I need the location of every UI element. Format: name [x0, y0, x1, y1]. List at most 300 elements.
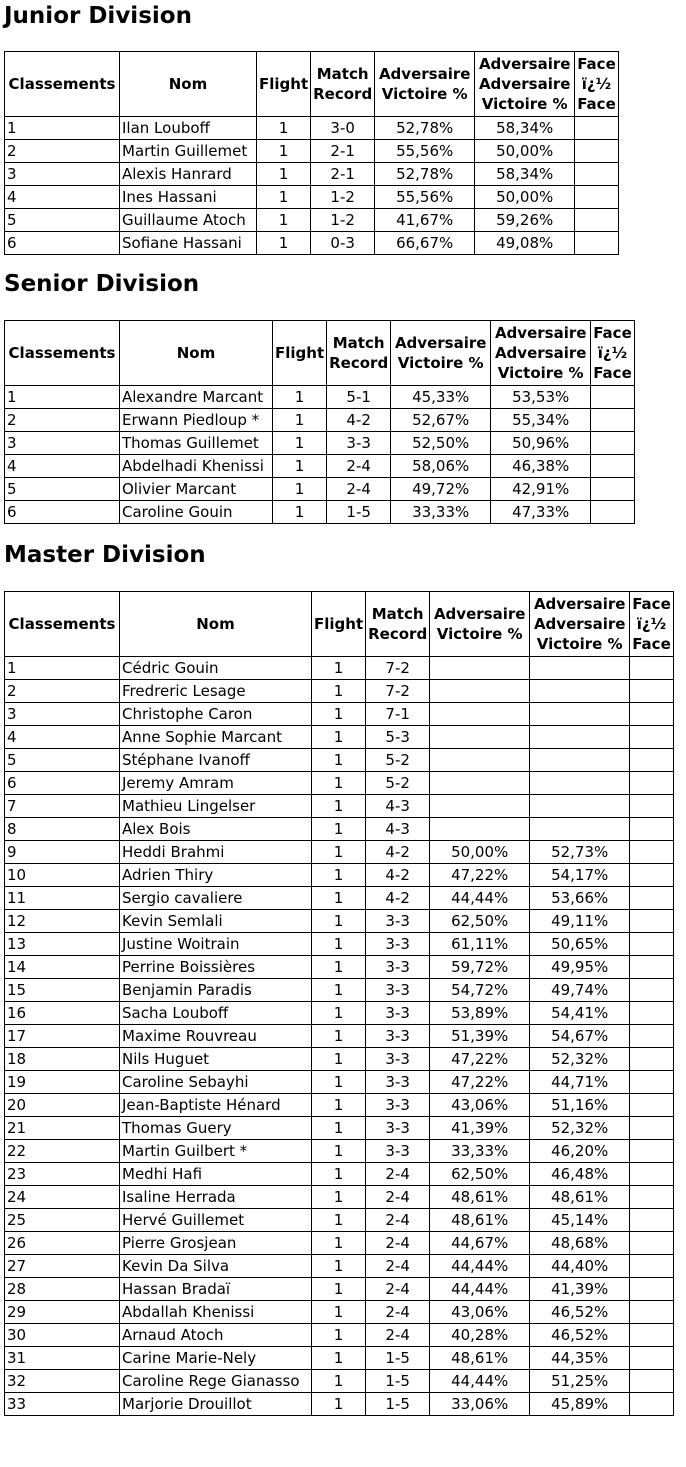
cell-rank: 29: [5, 1301, 120, 1324]
table-row: [5, 209, 619, 232]
cell-ov: [430, 818, 530, 841]
cell-name: Guillaume Atoch: [120, 209, 257, 232]
cell-rank: 13: [5, 933, 120, 956]
table-row: [5, 1324, 674, 1347]
cell-name: Jean-Baptiste Hénard: [120, 1094, 312, 1117]
cell-name: Adrien Thiry: [120, 864, 312, 887]
column-header-line: Adversaire: [394, 334, 487, 352]
cell-flight: 1: [312, 864, 366, 887]
cell-face: [575, 140, 619, 163]
cell-face: [630, 841, 674, 864]
cell-oov: 46,52%: [530, 1324, 630, 1347]
cell-rank: 1: [5, 117, 120, 140]
cell-rec: 2-4: [327, 455, 391, 478]
cell-rank: 25: [5, 1209, 120, 1232]
cell-rec: 4-2: [327, 409, 391, 432]
cell-rank: 2: [5, 680, 120, 703]
cell-rank: 24: [5, 1186, 120, 1209]
cell-oov: [530, 772, 630, 795]
cell-flight: 1: [273, 432, 327, 455]
cell-rank: 21: [5, 1117, 120, 1140]
cell-face: [591, 409, 635, 432]
cell-rank: 6: [5, 772, 120, 795]
cell-flight: 1: [273, 386, 327, 409]
column-header-line: Victoire %: [536, 635, 623, 653]
cell-rec: 3-3: [366, 910, 430, 933]
cell-oov: 54,41%: [530, 1002, 630, 1025]
cell-rank: 1: [5, 386, 120, 409]
cell-rec: 2-1: [311, 140, 375, 163]
table-row: [5, 501, 635, 524]
column-header-line: Adversaire: [533, 595, 626, 613]
cell-name: Perrine Boissières: [120, 956, 312, 979]
cell-ov: 45,33%: [391, 386, 491, 409]
cell-oov: 49,74%: [530, 979, 630, 1002]
cell-flight: 1: [312, 1002, 366, 1025]
table-row: [5, 1301, 674, 1324]
table-row: [5, 818, 674, 841]
cell-oov: 42,91%: [491, 478, 591, 501]
cell-rec: 4-3: [366, 795, 430, 818]
cell-face: [591, 455, 635, 478]
table-row: [5, 1278, 674, 1301]
cell-rank: 26: [5, 1232, 120, 1255]
table-row: [5, 1393, 674, 1416]
cell-rec: 2-4: [366, 1278, 430, 1301]
cell-rec: 1-2: [311, 186, 375, 209]
table-row: [5, 910, 674, 933]
cell-oov: 58,34%: [475, 117, 575, 140]
junior-division-title: Junior Division: [4, 3, 192, 29]
cell-flight: 1: [257, 117, 311, 140]
cell-ov: 49,72%: [391, 478, 491, 501]
master-division-title: Master Division: [4, 542, 206, 568]
cell-face: [575, 117, 619, 140]
cell-rec: 2-4: [366, 1209, 430, 1232]
cell-oov: [530, 749, 630, 772]
cell-rank: 9: [5, 841, 120, 864]
cell-rank: 22: [5, 1140, 120, 1163]
cell-oov: 49,08%: [475, 232, 575, 255]
cell-rank: 31: [5, 1347, 120, 1370]
cell-rec: 2-4: [366, 1301, 430, 1324]
column-header-line: Adversaire: [494, 324, 587, 342]
cell-rec: 5-2: [366, 772, 430, 795]
cell-rank: 4: [5, 726, 120, 749]
cell-ov: 48,61%: [430, 1209, 530, 1232]
column-header-line: Face: [577, 55, 616, 73]
cell-ov: 54,72%: [430, 979, 530, 1002]
junior-standings-table: [4, 51, 619, 255]
cell-name: Justine Woitrain: [120, 933, 312, 956]
cell-rec: 1-5: [366, 1393, 430, 1416]
cell-face: [630, 772, 674, 795]
cell-name: Maxime Rouvreau: [120, 1025, 312, 1048]
table-row: [5, 979, 674, 1002]
column-header-face: [630, 592, 674, 657]
column-header-line: Adversaire: [478, 75, 571, 93]
cell-name: Arnaud Atoch: [120, 1324, 312, 1347]
table-row: [5, 232, 619, 255]
column-header-rank: Classements: [5, 592, 120, 657]
cell-flight: 1: [257, 163, 311, 186]
table-row: [5, 1094, 674, 1117]
cell-rank: 30: [5, 1324, 120, 1347]
cell-rec: 3-3: [366, 1117, 430, 1140]
cell-flight: 1: [257, 186, 311, 209]
cell-flight: 1: [312, 1324, 366, 1347]
table-header-row: [5, 52, 619, 117]
cell-name: Thomas Guery: [120, 1117, 312, 1140]
cell-flight: 1: [312, 1278, 366, 1301]
table-row: [5, 163, 619, 186]
cell-name: Martin Guilbert *: [120, 1140, 312, 1163]
column-header-line: Victoire %: [397, 354, 484, 372]
cell-rec: 0-3: [311, 232, 375, 255]
cell-rank: 2: [5, 140, 120, 163]
cell-name: Medhi Hafi: [120, 1163, 312, 1186]
cell-name: Abdallah Khenissi: [120, 1301, 312, 1324]
column-header-flight: Flight: [312, 592, 366, 657]
cell-flight: 1: [312, 703, 366, 726]
cell-name: Ilan Louboff: [120, 117, 257, 140]
cell-flight: 1: [312, 1255, 366, 1278]
cell-rec: 3-0: [311, 117, 375, 140]
cell-name: Caroline Sebayhi: [120, 1071, 312, 1094]
cell-flight: 1: [312, 933, 366, 956]
column-header-flight: Flight: [273, 321, 327, 386]
cell-rec: 7-2: [366, 657, 430, 680]
cell-flight: 1: [312, 1094, 366, 1117]
cell-flight: 1: [312, 1048, 366, 1071]
cell-ov: 53,89%: [430, 1002, 530, 1025]
cell-face: [591, 478, 635, 501]
cell-name: Marjorie Drouillot: [120, 1393, 312, 1416]
column-header-line: Match: [332, 334, 385, 352]
column-header-rank: Classements: [5, 321, 120, 386]
cell-ov: 55,56%: [375, 186, 475, 209]
cell-ov: 47,22%: [430, 864, 530, 887]
cell-rec: 4-2: [366, 864, 430, 887]
table-row: [5, 432, 635, 455]
cell-rec: 5-3: [366, 726, 430, 749]
cell-rank: 27: [5, 1255, 120, 1278]
cell-rec: 3-3: [366, 979, 430, 1002]
cell-face: [630, 1324, 674, 1347]
cell-name: Anne Sophie Marcant: [120, 726, 312, 749]
cell-rec: 7-2: [366, 680, 430, 703]
table-row: [5, 186, 619, 209]
table-row: [5, 1071, 674, 1094]
cell-ov: [430, 726, 530, 749]
cell-flight: 1: [312, 1163, 366, 1186]
cell-rank: 4: [5, 455, 120, 478]
cell-rank: 15: [5, 979, 120, 1002]
cell-flight: 1: [312, 680, 366, 703]
table-row: [5, 1117, 674, 1140]
cell-oov: [530, 680, 630, 703]
cell-oov: [530, 657, 630, 680]
cell-face: [630, 1278, 674, 1301]
cell-face: [630, 1232, 674, 1255]
cell-rank: 5: [5, 749, 120, 772]
cell-flight: 1: [312, 1209, 366, 1232]
cell-face: [591, 432, 635, 455]
cell-rec: 2-4: [327, 478, 391, 501]
column-header-line: Victoire %: [481, 95, 568, 113]
cell-name: Alexandre Marcant: [120, 386, 273, 409]
column-header-face: [575, 52, 619, 117]
cell-ov: 41,67%: [375, 209, 475, 232]
cell-flight: 1: [312, 1186, 366, 1209]
cell-rank: 2: [5, 409, 120, 432]
cell-flight: 1: [312, 841, 366, 864]
cell-rank: 4: [5, 186, 120, 209]
column-header-line: Face: [593, 324, 632, 342]
cell-rank: 33: [5, 1393, 120, 1416]
cell-ov: 47,22%: [430, 1048, 530, 1071]
cell-ov: 33,33%: [391, 501, 491, 524]
column-header-record: [327, 321, 391, 386]
cell-name: Thomas Guillemet: [120, 432, 273, 455]
cell-rank: 3: [5, 703, 120, 726]
column-header-name: Nom: [120, 321, 273, 386]
column-header-line: Victoire %: [381, 85, 468, 103]
cell-flight: 1: [312, 1370, 366, 1393]
cell-ov: 47,22%: [430, 1071, 530, 1094]
table-row: [5, 680, 674, 703]
cell-flight: 1: [312, 1232, 366, 1255]
cell-rec: 3-3: [366, 1071, 430, 1094]
cell-oov: 44,40%: [530, 1255, 630, 1278]
cell-ov: 40,28%: [430, 1324, 530, 1347]
table-row: [5, 409, 635, 432]
table-row: [5, 726, 674, 749]
column-header-opp: [375, 52, 475, 117]
cell-face: [630, 1117, 674, 1140]
cell-flight: 1: [312, 910, 366, 933]
table-row: [5, 117, 619, 140]
cell-name: Pierre Grosjean: [120, 1232, 312, 1255]
column-header-line: Adversaire: [378, 65, 471, 83]
cell-ov: 48,61%: [430, 1347, 530, 1370]
cell-ov: 52,78%: [375, 117, 475, 140]
cell-oov: 48,61%: [530, 1186, 630, 1209]
cell-face: [630, 818, 674, 841]
cell-face: [630, 795, 674, 818]
cell-rec: 2-4: [366, 1163, 430, 1186]
cell-oov: 52,32%: [530, 1117, 630, 1140]
cell-ov: 62,50%: [430, 910, 530, 933]
cell-ov: 43,06%: [430, 1094, 530, 1117]
cell-rank: 10: [5, 864, 120, 887]
cell-face: [575, 186, 619, 209]
cell-ov: 51,39%: [430, 1025, 530, 1048]
cell-oov: 49,95%: [530, 956, 630, 979]
column-header-line: ï¿½: [636, 615, 667, 633]
column-header-face: [591, 321, 635, 386]
cell-name: Sergio cavaliere: [120, 887, 312, 910]
table-row: [5, 749, 674, 772]
cell-flight: 1: [273, 478, 327, 501]
cell-face: [630, 1393, 674, 1416]
cell-face: [630, 979, 674, 1002]
cell-oov: 51,16%: [530, 1094, 630, 1117]
cell-face: [630, 703, 674, 726]
column-header-line: Face: [632, 635, 671, 653]
cell-oov: 46,48%: [530, 1163, 630, 1186]
cell-oov: [530, 703, 630, 726]
cell-flight: 1: [312, 1347, 366, 1370]
column-header-line: ï¿½: [597, 344, 628, 362]
cell-rank: 7: [5, 795, 120, 818]
cell-flight: 1: [312, 956, 366, 979]
cell-rec: 7-1: [366, 703, 430, 726]
cell-name: Hervé Guillemet: [120, 1209, 312, 1232]
table-row: [5, 657, 674, 680]
table-row: [5, 772, 674, 795]
cell-ov: 52,78%: [375, 163, 475, 186]
cell-name: Erwann Piedloup *: [120, 409, 273, 432]
cell-oov: 46,20%: [530, 1140, 630, 1163]
column-header-line: Face: [632, 595, 671, 613]
cell-face: [630, 1025, 674, 1048]
column-header-opp: [391, 321, 491, 386]
cell-oov: 46,52%: [530, 1301, 630, 1324]
cell-rank: 3: [5, 163, 120, 186]
cell-oov: 49,11%: [530, 910, 630, 933]
cell-rank: 20: [5, 1094, 120, 1117]
table-header-row: [5, 321, 635, 386]
cell-ov: [430, 680, 530, 703]
table-row: [5, 703, 674, 726]
cell-ov: 44,44%: [430, 887, 530, 910]
cell-flight: 1: [312, 657, 366, 680]
cell-rec: 4-2: [366, 841, 430, 864]
cell-rec: 3-3: [366, 1002, 430, 1025]
cell-flight: 1: [273, 409, 327, 432]
cell-oov: 48,68%: [530, 1232, 630, 1255]
cell-face: [630, 1071, 674, 1094]
cell-ov: [430, 772, 530, 795]
cell-rec: 3-3: [366, 1048, 430, 1071]
cell-oov: 46,38%: [491, 455, 591, 478]
cell-flight: 1: [312, 1301, 366, 1324]
cell-name: Benjamin Paradis: [120, 979, 312, 1002]
cell-flight: 1: [257, 209, 311, 232]
cell-ov: 62,50%: [430, 1163, 530, 1186]
table-row: [5, 841, 674, 864]
cell-oov: 55,34%: [491, 409, 591, 432]
cell-oov: 50,96%: [491, 432, 591, 455]
cell-face: [630, 1255, 674, 1278]
cell-name: Abdelhadi Khenissi: [120, 455, 273, 478]
cell-flight: 1: [312, 1393, 366, 1416]
cell-oov: 47,33%: [491, 501, 591, 524]
cell-rank: 5: [5, 478, 120, 501]
table-row: [5, 478, 635, 501]
table-row: [5, 1347, 674, 1370]
cell-rec: 4-2: [366, 887, 430, 910]
cell-oov: 45,14%: [530, 1209, 630, 1232]
cell-oov: 44,71%: [530, 1071, 630, 1094]
cell-rec: 2-4: [366, 1324, 430, 1347]
cell-name: Cédric Gouin: [120, 657, 312, 680]
cell-face: [591, 501, 635, 524]
column-header-line: Record: [329, 354, 389, 372]
cell-name: Caroline Rege Gianasso: [120, 1370, 312, 1393]
cell-rank: 19: [5, 1071, 120, 1094]
cell-rec: 1-2: [311, 209, 375, 232]
cell-face: [630, 933, 674, 956]
cell-face: [630, 1048, 674, 1071]
cell-ov: 52,50%: [391, 432, 491, 455]
cell-flight: 1: [273, 501, 327, 524]
cell-rank: 32: [5, 1370, 120, 1393]
column-header-line: Adversaire: [533, 615, 626, 633]
cell-face: [575, 232, 619, 255]
cell-rec: 3-3: [366, 1025, 430, 1048]
cell-flight: 1: [312, 818, 366, 841]
cell-ov: 66,67%: [375, 232, 475, 255]
cell-name: Nils Huguet: [120, 1048, 312, 1071]
cell-face: [630, 887, 674, 910]
cell-face: [630, 1163, 674, 1186]
cell-oov: 50,00%: [475, 140, 575, 163]
cell-face: [630, 1186, 674, 1209]
cell-oov: 53,66%: [530, 887, 630, 910]
table-row: [5, 1002, 674, 1025]
cell-name: Caroline Gouin: [120, 501, 273, 524]
cell-ov: [430, 657, 530, 680]
cell-oov: [530, 726, 630, 749]
cell-oov: [530, 818, 630, 841]
table-row: [5, 1163, 674, 1186]
cell-face: [630, 1094, 674, 1117]
cell-rec: 2-4: [366, 1255, 430, 1278]
cell-rank: 6: [5, 501, 120, 524]
cell-oov: 50,00%: [475, 186, 575, 209]
cell-face: [630, 726, 674, 749]
table-row: [5, 1370, 674, 1393]
table-header-row: [5, 592, 674, 657]
cell-rank: 17: [5, 1025, 120, 1048]
cell-rec: 2-1: [311, 163, 375, 186]
table-row: [5, 140, 619, 163]
cell-face: [630, 910, 674, 933]
cell-rec: 3-3: [327, 432, 391, 455]
cell-ov: 33,33%: [430, 1140, 530, 1163]
cell-ov: 44,67%: [430, 1232, 530, 1255]
cell-rec: 5-1: [327, 386, 391, 409]
cell-rec: 2-4: [366, 1232, 430, 1255]
cell-oov: 54,17%: [530, 864, 630, 887]
cell-rank: 14: [5, 956, 120, 979]
column-header-line: Victoire %: [436, 625, 523, 643]
cell-rec: 5-2: [366, 749, 430, 772]
cell-oov: 52,73%: [530, 841, 630, 864]
column-header-name: Nom: [120, 52, 257, 117]
senior-division-title: Senior Division: [4, 271, 200, 297]
cell-ov: 61,11%: [430, 933, 530, 956]
cell-name: Hassan Bradaï: [120, 1278, 312, 1301]
cell-name: Heddi Brahmi: [120, 841, 312, 864]
cell-flight: 1: [312, 1140, 366, 1163]
cell-name: Kevin Da Silva: [120, 1255, 312, 1278]
cell-name: Alex Bois: [120, 818, 312, 841]
cell-flight: 1: [312, 726, 366, 749]
cell-face: [630, 680, 674, 703]
